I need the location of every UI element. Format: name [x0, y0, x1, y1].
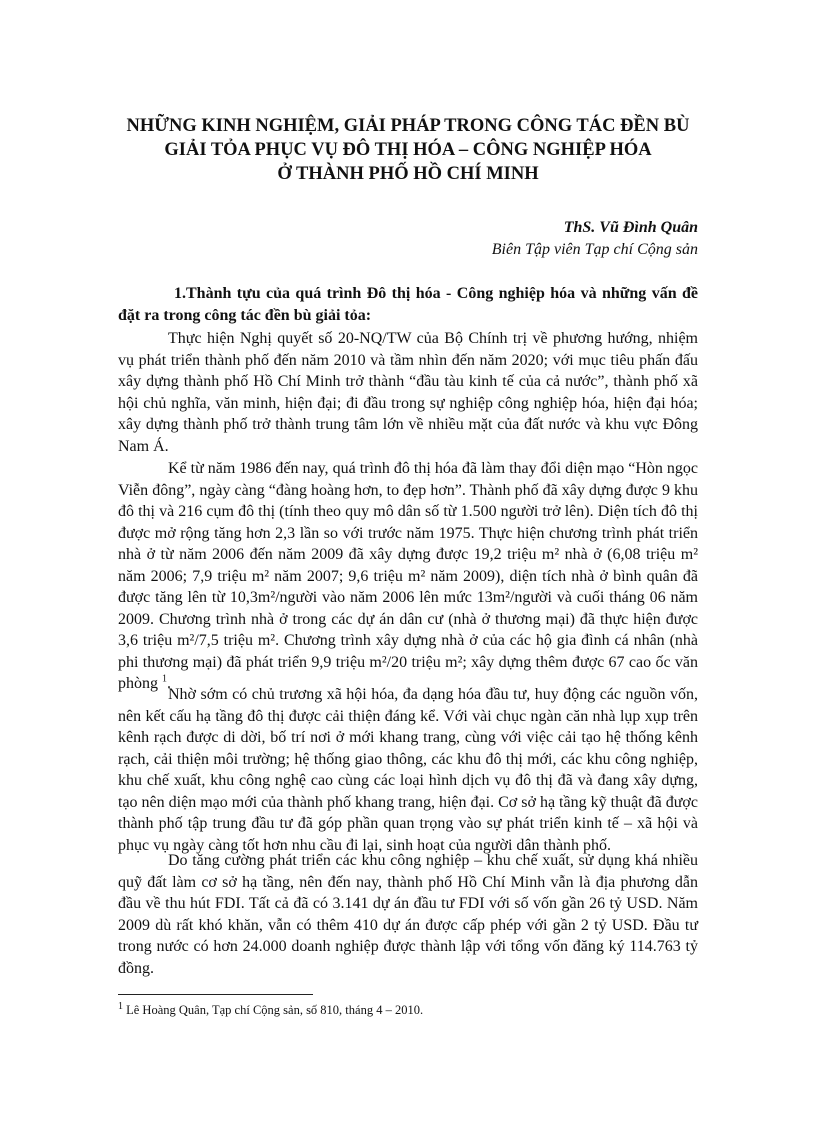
paragraph-2-end: . — [167, 675, 171, 692]
section-heading: 1.Thành tựu của quá trình Đô thị hóa - Công nghiệp hóa và những vấn đề đặt ra trong công tác đền bù giải tỏa: — [118, 285, 698, 324]
footnote-reference: 1 — [162, 673, 167, 685]
footnote — [118, 1002, 698, 1018]
paragraph-1: Thực hiện Nghị quyết số 20-NQ/TW của Bộ Chính trị về phương hướng, nhiệm vụ phát triển thành phố đến năm 2010 và tầm nhìn đến năm 2020; với mục tiêu phấn đấu xây dựng thành phố Hồ Chí Minh trở thành “đầu tàu kinh tế của cả nước”, thành phố xã hội chủ nghĩa, văn minh, hiện đại; đi đầu trong sự nghiệp công nghiệp hóa, hiện đại hóa; xây dựng thành phố trở thành trung tâm lớn về nhiều mặt của đất nước và khu vực Đông Nam Á. — [118, 330, 698, 455]
footnote-marker: 1 — [118, 1000, 123, 1012]
paragraph-3: Nhờ sớm có chủ trương xã hội hóa, đa dạng hóa đầu tư, huy động các nguồn vốn, nên kết cấu hạ tầng đô thị được cải thiện đáng kể. Với vài chục ngàn căn nhà lụp xụp trên kênh rạch được di dời, bố trí nơi ở mới khang trang, cùng với việc cải tạo hệ thống kênh rạch, cải thiện môi trường; hệ thống giao thông, các khu đô thị mới, các khu công nghiệp, khu chế xuất, khu công nghệ cao cùng các loại hình dịch vụ đô thị đã và đang xây dựng, tạo nên diện mạo mới của thành phố khang trang, hiện đại. Cơ sở hạ tầng kỹ thuật đã được thành phố tập trung đầu tư đã góp phần quan trọng vào sự phát triển kinh tế – xã hội và phục vụ ngày càng tốt hơn nhu cầu đi lại, sinh hoạt của người dân thành phố. — [118, 686, 698, 854]
paragraph-2-text: Kể từ năm 1986 đến nay, quá trình đô thị hóa đã làm thay đổi diện mạo “Hòn ngọc Viễn đông”, ngày càng “đàng hoàng hơn, to đẹp hơn”. Thành phố đã xây dựng được 9 khu đô thị và 216 cụm đô thị (tính theo quy mô dân số từ 1.500 người trở lên). Diện tích đô thị được mở rộng tăng hơn 2,3 lần so với trước năm 1975. Thực hiện chương trình phát triển nhà ở từ năm 2006 đến năm 2009 đã xây dựng được 19,2 triệu m² nhà ở (6,08 triệu m² năm 2006; 7,9 triệu m² năm 2007; 9,6 triệu m² năm 2009), diện tích nhà ở bình quân đã được tăng lên từ 10,3m²/người vào năm 2006 lên mức 13m²/người và cuối tháng 06 năm 2009. Chương trình nhà ở trong các dự án dân cư (nhà ở thương mại) đã thực hiện được 3,6 triệu m²/7,5 triệu m². Chương trình xây dựng nhà ở của các hộ gia đình cá nhân (nhà phi thương mại) đã phát triển 9,9 triệu m²/20 triệu m²; xây dựng thêm được 67 cao ốc văn phòng — [118, 460, 698, 692]
author-role: Biên Tập viên Tạp chí Cộng sản — [491, 241, 698, 258]
title-line-3: Ở THÀNH PHỐ HỒ CHÍ MINH — [277, 164, 539, 184]
author-block — [492, 217, 698, 261]
title-line-1: NHỮNG KINH NGHIỆM, GIẢI PHÁP TRONG CÔNG TÁC ĐỀN BÙ — [126, 116, 690, 136]
author-name: ThS. Vũ Đình Quân — [563, 219, 698, 236]
paragraph-2 — [118, 458, 698, 695]
paragraph-4: Do tăng cường phát triển các khu công nghiệp – khu chế xuất, sử dụng khá nhiều quỹ đất làm cơ sở hạ tầng, nên đến nay, thành phố Hồ Chí Minh vẫn là địa phương dẫn đầu về thu hút FDI. Tất cả đã có 3.141 dự án đầu tư FDI với số vốn gần 26 tỷ USD. Năm 2009 dù rất khó khăn, vẫn có thêm 410 dự án được cấp phép với gần 2 tỷ USD. Đầu tư trong nước có hơn 24.000 doanh nghiệp được thành lập với tổng vốn đăng ký 114.763 tỷ đồng. — [118, 852, 698, 977]
footnote-divider — [118, 994, 313, 995]
title-line-2: GIẢI TỎA PHỤC VỤ ĐÔ THỊ HÓA – CÔNG NGHIỆP HÓA — [164, 140, 652, 160]
document-title — [100, 114, 716, 186]
footnote-text: Lê Hoàng Quân, Tạp chí Cộng sản, số 810, tháng 4 – 2010. — [126, 1003, 424, 1017]
